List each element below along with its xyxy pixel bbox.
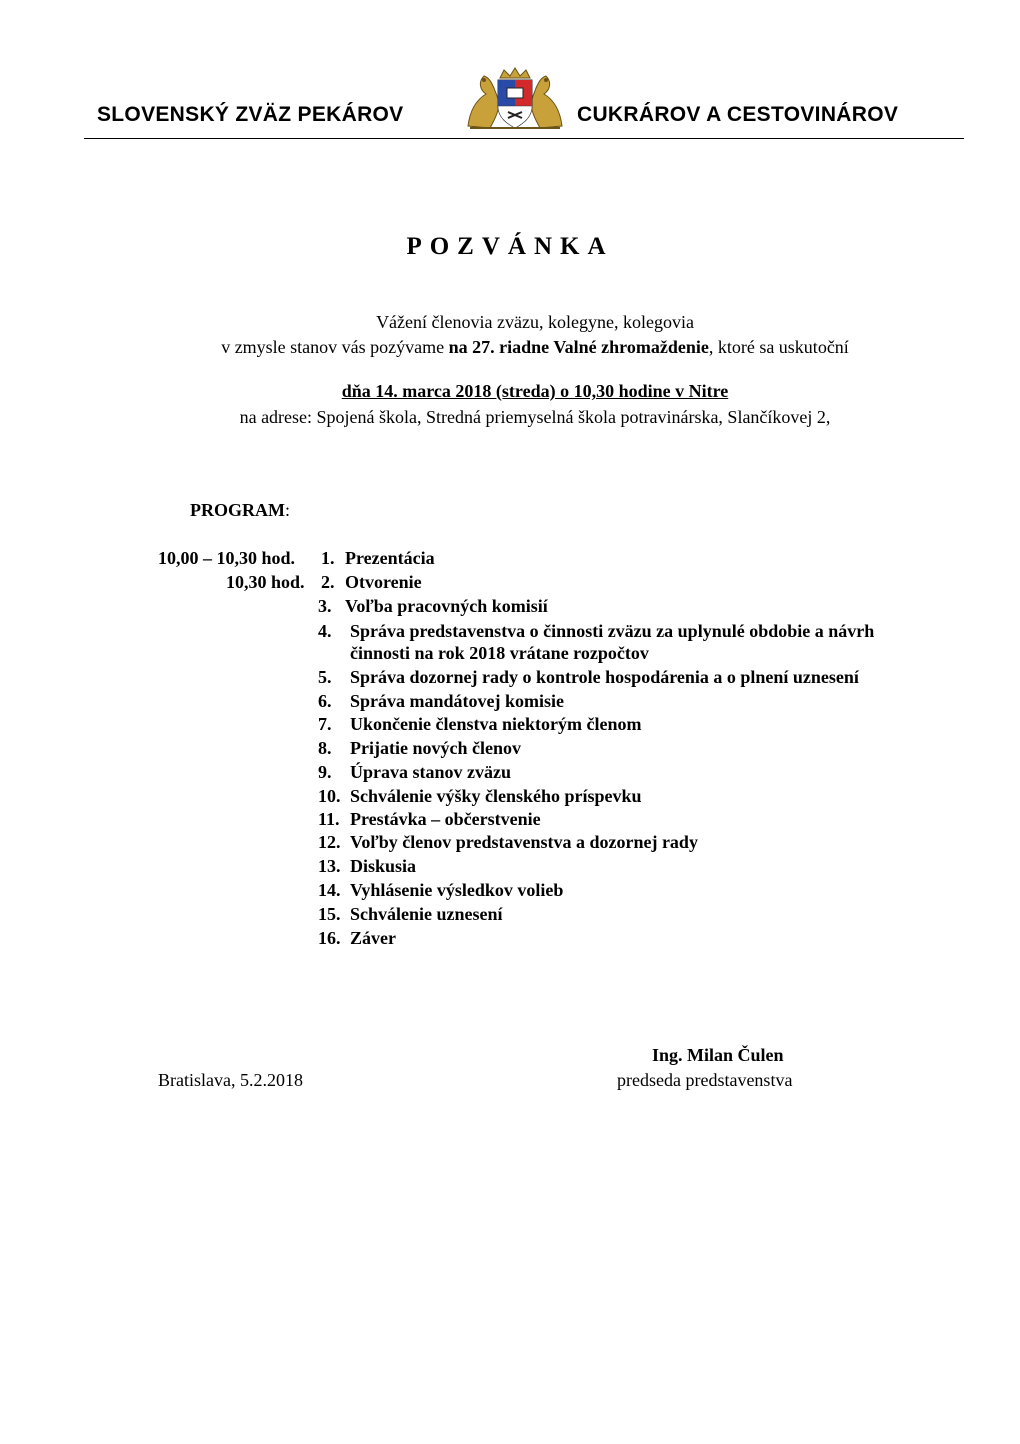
program-heading: PROGRAM:	[190, 500, 290, 520]
signer-role: predseda predstavenstva	[617, 1070, 793, 1090]
program-item-text: Úprava stanov zväzu	[350, 762, 511, 782]
program-item-number: 10.	[318, 786, 341, 806]
invitation-line	[0, 337, 1020, 358]
program-item-text: Diskusia	[350, 856, 417, 876]
program-item-text: Schválenie uznesení	[350, 904, 503, 924]
program-item-number: 13.	[318, 856, 341, 876]
org-name-right: CUKRÁROV A CESTOVINÁROV	[577, 103, 899, 126]
time-slot-1: 10,00 – 10,30 hod.	[158, 548, 296, 568]
program-item-text: Správa predstavenstva o činnosti zväzu za uplynulé obdobie a návrh	[350, 621, 875, 641]
time-slot-2: 10,30 hod.	[226, 572, 305, 592]
program-item-text: Voľby členov predstavenstva a dozornej rady	[350, 832, 698, 852]
invitation-text-post: , ktoré sa uskutoční	[708, 337, 849, 357]
coat-of-arms-icon	[460, 66, 570, 132]
program-item-text: Vyhlásenie výsledkov volieb	[350, 880, 564, 900]
program-item-number: 12.	[318, 832, 341, 852]
program-item-number: 5.	[318, 667, 332, 687]
program-item-number: 16.	[318, 928, 341, 948]
program-item-text: Voľba pracovných komisií	[345, 596, 548, 616]
program-item-text: Správa dozornej rady o kontrole hospodárenia a o plnení uznesení	[350, 667, 859, 687]
association-logo	[460, 66, 570, 132]
document-title: POZVÁNKA	[406, 233, 614, 260]
program-item-number: 14.	[318, 880, 341, 900]
greeting-line: Vážení členovia zväzu, kolegyne, kolegovia	[376, 312, 694, 332]
invitation-text-pre: v zmysle stanov vás pozývame	[221, 337, 449, 357]
program-item-number: 8.	[318, 738, 332, 758]
program-item-text-continued: činnosti na rok 2018 vrátane rozpočtov	[350, 643, 649, 663]
program-item-text: Správa mandátovej komisie	[350, 691, 565, 711]
meeting-date: dňa 14. marca 2018 (streda) o 10,30 hodine v Nitre	[341, 381, 729, 401]
program-item-number: 11.	[318, 809, 340, 829]
program-item-text: Schválenie výšky členského príspevku	[350, 786, 642, 806]
program-item-number: 6.	[318, 691, 332, 711]
meeting-name: na 27. riadne Valné zhromaždenie	[448, 337, 709, 357]
program-item-text: Prezentácia	[345, 548, 435, 568]
meeting-address: na adrese: Spojená škola, Stredná priemyselná škola potravinárska, Slančíkovej 2,	[239, 407, 831, 427]
program-item-text: Ukončenie členstva niektorým členom	[350, 714, 642, 734]
program-item-text: Prijatie nových členov	[350, 738, 521, 758]
header-divider	[84, 138, 964, 139]
program-item-number: 15.	[318, 904, 341, 924]
program-item-text: Otvorenie	[345, 572, 422, 592]
place-and-date: Bratislava, 5.2.2018	[158, 1070, 303, 1090]
program-item-text: Záver	[350, 928, 396, 948]
signer-name: Ing. Milan Čulen	[652, 1045, 784, 1065]
program-item-number: 1.	[321, 548, 335, 568]
org-name-left: SLOVENSKÝ ZVÄZ PEKÁROV	[97, 103, 404, 126]
program-item-number: 9.	[318, 762, 332, 782]
program-item-number: 4.	[318, 621, 332, 641]
program-item-number: 7.	[318, 714, 332, 734]
program-item-number: 2.	[321, 572, 335, 592]
program-item-number: 3.	[318, 596, 332, 616]
program-item-text: Prestávka – občerstvenie	[350, 809, 541, 829]
